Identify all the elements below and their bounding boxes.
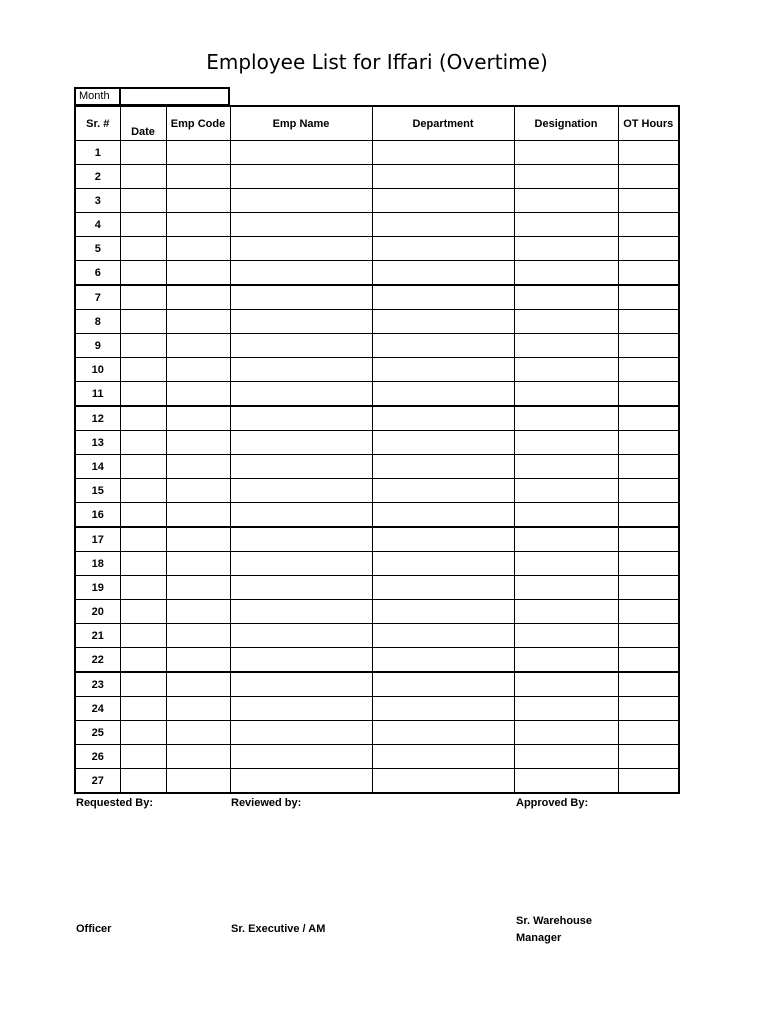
- ot-hours-cell[interactable]: [618, 431, 679, 455]
- header-emp-name: Emp Name: [230, 106, 372, 141]
- table-row: [75, 648, 679, 673]
- sr-number-cell: 19: [75, 576, 120, 600]
- date-cell[interactable]: [120, 672, 166, 697]
- emp-name-cell[interactable]: [230, 237, 372, 261]
- emp-code-cell[interactable]: [166, 165, 230, 189]
- emp-code-cell[interactable]: [166, 406, 230, 431]
- department-cell[interactable]: [372, 406, 514, 431]
- date-cell[interactable]: [120, 189, 166, 213]
- ot-hours-cell[interactable]: [618, 358, 679, 382]
- designation-cell[interactable]: [514, 745, 618, 769]
- month-label: Month: [76, 89, 121, 104]
- emp-name-cell[interactable]: [230, 261, 372, 286]
- date-cell[interactable]: [120, 237, 166, 261]
- table-row: [75, 213, 679, 237]
- ot-hours-cell[interactable]: [618, 503, 679, 528]
- emp-code-cell[interactable]: [166, 576, 230, 600]
- month-field[interactable]: [121, 89, 228, 104]
- emp-name-cell[interactable]: [230, 648, 372, 673]
- ot-hours-cell[interactable]: [618, 213, 679, 237]
- emp-name-cell[interactable]: [230, 455, 372, 479]
- designation-cell[interactable]: [514, 697, 618, 721]
- department-cell[interactable]: [372, 455, 514, 479]
- emp-name-cell[interactable]: [230, 358, 372, 382]
- table-row: [75, 479, 679, 503]
- emp-code-cell[interactable]: [166, 334, 230, 358]
- table-row: [75, 600, 679, 624]
- emp-code-cell[interactable]: [166, 189, 230, 213]
- department-cell[interactable]: [372, 527, 514, 552]
- department-cell[interactable]: [372, 261, 514, 286]
- ot-hours-cell[interactable]: [618, 721, 679, 745]
- reviewed-by-label: Reviewed by:: [231, 797, 302, 809]
- sr-number-cell: 20: [75, 600, 120, 624]
- emp-name-cell[interactable]: [230, 552, 372, 576]
- designation-cell[interactable]: [514, 189, 618, 213]
- designation-cell[interactable]: [514, 527, 618, 552]
- sr-number-cell: 8: [75, 310, 120, 334]
- emp-code-cell[interactable]: [166, 261, 230, 286]
- date-cell[interactable]: [120, 334, 166, 358]
- header-sr: Sr. #: [75, 106, 120, 141]
- approved-by-label: Approved By:: [516, 797, 589, 809]
- warehouse-manager-title: [516, 913, 592, 947]
- document-title: Employee List for Iffari (Overtime): [206, 50, 548, 74]
- emp-code-cell[interactable]: [166, 745, 230, 769]
- ot-hours-cell[interactable]: [618, 285, 679, 310]
- ot-hours-cell[interactable]: [618, 600, 679, 624]
- department-cell[interactable]: [372, 624, 514, 648]
- table-row: [75, 431, 679, 455]
- emp-code-cell[interactable]: [166, 479, 230, 503]
- table-row: [75, 310, 679, 334]
- department-cell[interactable]: [372, 237, 514, 261]
- date-cell[interactable]: [120, 382, 166, 407]
- emp-name-cell[interactable]: [230, 406, 372, 431]
- sr-number-cell: 9: [75, 334, 120, 358]
- sr-number-cell: 5: [75, 237, 120, 261]
- table-row: [75, 141, 679, 165]
- department-cell[interactable]: [372, 552, 514, 576]
- emp-name-cell[interactable]: [230, 431, 372, 455]
- emp-name-cell[interactable]: [230, 285, 372, 310]
- department-cell[interactable]: [372, 189, 514, 213]
- department-cell[interactable]: [372, 697, 514, 721]
- date-cell[interactable]: [120, 479, 166, 503]
- department-cell[interactable]: [372, 213, 514, 237]
- department-cell[interactable]: [372, 745, 514, 769]
- requested-by-label: Requested By:: [76, 797, 154, 809]
- sr-number-cell: 24: [75, 697, 120, 721]
- sr-number-cell: 18: [75, 552, 120, 576]
- ot-hours-cell[interactable]: [618, 479, 679, 503]
- emp-code-cell[interactable]: [166, 213, 230, 237]
- emp-name-cell[interactable]: [230, 310, 372, 334]
- table-row: [75, 237, 679, 261]
- ot-hours-cell[interactable]: [618, 455, 679, 479]
- table-row: [75, 697, 679, 721]
- date-cell[interactable]: [120, 310, 166, 334]
- designation-cell[interactable]: [514, 310, 618, 334]
- designation-cell[interactable]: [514, 141, 618, 165]
- emp-code-cell[interactable]: [166, 503, 230, 528]
- designation-cell[interactable]: [514, 721, 618, 745]
- emp-code-cell[interactable]: [166, 431, 230, 455]
- designation-cell[interactable]: [514, 406, 618, 431]
- emp-code-cell[interactable]: [166, 527, 230, 552]
- date-cell[interactable]: [120, 141, 166, 165]
- designation-cell[interactable]: [514, 648, 618, 673]
- month-box: [74, 87, 230, 106]
- table-row: [75, 769, 679, 794]
- ot-hours-cell[interactable]: [618, 672, 679, 697]
- designation-cell[interactable]: [514, 213, 618, 237]
- sr-number-cell: 15: [75, 479, 120, 503]
- date-cell[interactable]: [120, 721, 166, 745]
- designation-cell[interactable]: [514, 479, 618, 503]
- header-date: Date: [120, 106, 166, 141]
- emp-code-cell[interactable]: [166, 552, 230, 576]
- table-row: [75, 672, 679, 697]
- emp-name-cell[interactable]: [230, 721, 372, 745]
- emp-code-cell[interactable]: [166, 358, 230, 382]
- date-cell[interactable]: [120, 527, 166, 552]
- designation-cell[interactable]: [514, 431, 618, 455]
- date-cell[interactable]: [120, 213, 166, 237]
- date-cell[interactable]: [120, 503, 166, 528]
- sr-number-cell: 16: [75, 503, 120, 528]
- sr-number-cell: 1: [75, 141, 120, 165]
- designation-cell[interactable]: [514, 576, 618, 600]
- emp-code-cell[interactable]: [166, 455, 230, 479]
- designation-cell[interactable]: [514, 672, 618, 697]
- date-cell[interactable]: [120, 745, 166, 769]
- designation-cell[interactable]: [514, 165, 618, 189]
- sr-number-cell: 14: [75, 455, 120, 479]
- warehouse-manager-title-line1: Sr. Warehouse: [516, 915, 593, 927]
- sr-number-cell: 27: [75, 769, 120, 794]
- sr-number-cell: 21: [75, 624, 120, 648]
- department-cell[interactable]: [372, 576, 514, 600]
- table-row: [75, 406, 679, 431]
- department-cell[interactable]: [372, 165, 514, 189]
- designation-cell[interactable]: [514, 503, 618, 528]
- emp-name-cell[interactable]: [230, 624, 372, 648]
- table-row: [75, 552, 679, 576]
- emp-code-cell[interactable]: [166, 285, 230, 310]
- ot-hours-cell[interactable]: [618, 310, 679, 334]
- table-row: [75, 527, 679, 552]
- emp-name-cell[interactable]: [230, 672, 372, 697]
- ot-hours-cell[interactable]: [618, 648, 679, 673]
- designation-cell[interactable]: [514, 261, 618, 286]
- date-cell[interactable]: [120, 165, 166, 189]
- sr-number-cell: 12: [75, 406, 120, 431]
- emp-name-cell[interactable]: [230, 479, 372, 503]
- ot-hours-cell[interactable]: [618, 334, 679, 358]
- date-cell[interactable]: [120, 648, 166, 673]
- emp-name-cell[interactable]: [230, 141, 372, 165]
- date-cell[interactable]: [120, 576, 166, 600]
- department-cell[interactable]: [372, 310, 514, 334]
- ot-hours-cell[interactable]: [618, 382, 679, 407]
- emp-name-cell[interactable]: [230, 745, 372, 769]
- ot-hours-cell[interactable]: [618, 624, 679, 648]
- emp-code-cell[interactable]: [166, 648, 230, 673]
- date-cell[interactable]: [120, 769, 166, 794]
- sr-number-cell: 23: [75, 672, 120, 697]
- designation-cell[interactable]: [514, 358, 618, 382]
- date-cell[interactable]: [120, 406, 166, 431]
- date-cell[interactable]: [120, 624, 166, 648]
- table-row: [75, 189, 679, 213]
- department-cell[interactable]: [372, 721, 514, 745]
- sr-number-cell: 13: [75, 431, 120, 455]
- ot-hours-cell[interactable]: [618, 261, 679, 286]
- emp-code-cell[interactable]: [166, 769, 230, 794]
- header-emp-code: Emp Code: [166, 106, 230, 141]
- sr-executive-title: Sr. Executive / AM: [231, 923, 326, 935]
- emp-code-cell[interactable]: [166, 624, 230, 648]
- ot-hours-cell[interactable]: [618, 165, 679, 189]
- ot-hours-cell[interactable]: [618, 141, 679, 165]
- sr-number-cell: 10: [75, 358, 120, 382]
- emp-name-cell[interactable]: [230, 576, 372, 600]
- department-cell[interactable]: [372, 600, 514, 624]
- table-row: [75, 165, 679, 189]
- emp-code-cell[interactable]: [166, 721, 230, 745]
- emp-name-cell[interactable]: [230, 503, 372, 528]
- table-row: [75, 285, 679, 310]
- date-cell[interactable]: [120, 285, 166, 310]
- table-row: [75, 358, 679, 382]
- table-row: [75, 721, 679, 745]
- designation-cell[interactable]: [514, 382, 618, 407]
- designation-cell[interactable]: [514, 455, 618, 479]
- emp-code-cell[interactable]: [166, 382, 230, 407]
- sr-number-cell: 25: [75, 721, 120, 745]
- designation-cell[interactable]: [514, 237, 618, 261]
- department-cell[interactable]: [372, 431, 514, 455]
- emp-name-cell[interactable]: [230, 527, 372, 552]
- sr-number-cell: 2: [75, 165, 120, 189]
- sr-number-cell: 26: [75, 745, 120, 769]
- date-cell[interactable]: [120, 261, 166, 286]
- ot-hours-cell[interactable]: [618, 697, 679, 721]
- table-row: [75, 382, 679, 407]
- table-row: [75, 455, 679, 479]
- emp-name-cell[interactable]: [230, 382, 372, 407]
- table-row: [75, 624, 679, 648]
- sr-number-cell: 4: [75, 213, 120, 237]
- designation-cell[interactable]: [514, 552, 618, 576]
- table-row: [75, 261, 679, 286]
- date-cell[interactable]: [120, 455, 166, 479]
- date-cell[interactable]: [120, 358, 166, 382]
- header-ot-hours: OT Hours: [618, 106, 679, 141]
- table-row: [75, 334, 679, 358]
- header-designation: Designation: [514, 106, 618, 141]
- department-cell[interactable]: [372, 479, 514, 503]
- department-cell[interactable]: [372, 285, 514, 310]
- department-cell[interactable]: [372, 382, 514, 407]
- emp-name-cell[interactable]: [230, 189, 372, 213]
- ot-hours-cell[interactable]: [618, 406, 679, 431]
- designation-cell[interactable]: [514, 769, 618, 794]
- department-cell[interactable]: [372, 672, 514, 697]
- sr-number-cell: 22: [75, 648, 120, 673]
- header-row: [75, 106, 679, 141]
- emp-code-cell[interactable]: [166, 697, 230, 721]
- officer-title: Officer: [76, 923, 112, 935]
- ot-hours-cell[interactable]: [618, 189, 679, 213]
- table-row: [75, 503, 679, 528]
- emp-name-cell[interactable]: [230, 769, 372, 794]
- date-cell[interactable]: [120, 600, 166, 624]
- emp-code-cell[interactable]: [166, 237, 230, 261]
- sr-number-cell: 17: [75, 527, 120, 552]
- ot-hours-cell[interactable]: [618, 769, 679, 794]
- emp-code-cell[interactable]: [166, 141, 230, 165]
- overtime-table: [74, 105, 680, 794]
- sr-number-cell: 3: [75, 189, 120, 213]
- designation-cell[interactable]: [514, 624, 618, 648]
- sr-number-cell: 7: [75, 285, 120, 310]
- department-cell[interactable]: [372, 503, 514, 528]
- emp-code-cell[interactable]: [166, 310, 230, 334]
- sr-number-cell: 6: [75, 261, 120, 286]
- date-cell[interactable]: [120, 697, 166, 721]
- designation-cell[interactable]: [514, 285, 618, 310]
- emp-code-cell[interactable]: [166, 672, 230, 697]
- ot-hours-cell[interactable]: [618, 745, 679, 769]
- table-row: [75, 576, 679, 600]
- department-cell[interactable]: [372, 358, 514, 382]
- designation-cell[interactable]: [514, 334, 618, 358]
- header-department: Department: [372, 106, 514, 141]
- date-cell[interactable]: [120, 552, 166, 576]
- sr-number-cell: 11: [75, 382, 120, 407]
- warehouse-manager-title-line2: Manager: [516, 932, 562, 944]
- emp-name-cell[interactable]: [230, 600, 372, 624]
- department-cell[interactable]: [372, 769, 514, 794]
- emp-name-cell[interactable]: [230, 334, 372, 358]
- ot-hours-cell[interactable]: [618, 237, 679, 261]
- ot-hours-cell[interactable]: [618, 527, 679, 552]
- ot-hours-cell[interactable]: [618, 576, 679, 600]
- ot-hours-cell[interactable]: [618, 552, 679, 576]
- department-cell[interactable]: [372, 648, 514, 673]
- designation-cell[interactable]: [514, 600, 618, 624]
- emp-name-cell[interactable]: [230, 697, 372, 721]
- department-cell[interactable]: [372, 141, 514, 165]
- emp-name-cell[interactable]: [230, 213, 372, 237]
- emp-name-cell[interactable]: [230, 165, 372, 189]
- department-cell[interactable]: [372, 334, 514, 358]
- table-row: [75, 745, 679, 769]
- emp-code-cell[interactable]: [166, 600, 230, 624]
- date-cell[interactable]: [120, 431, 166, 455]
